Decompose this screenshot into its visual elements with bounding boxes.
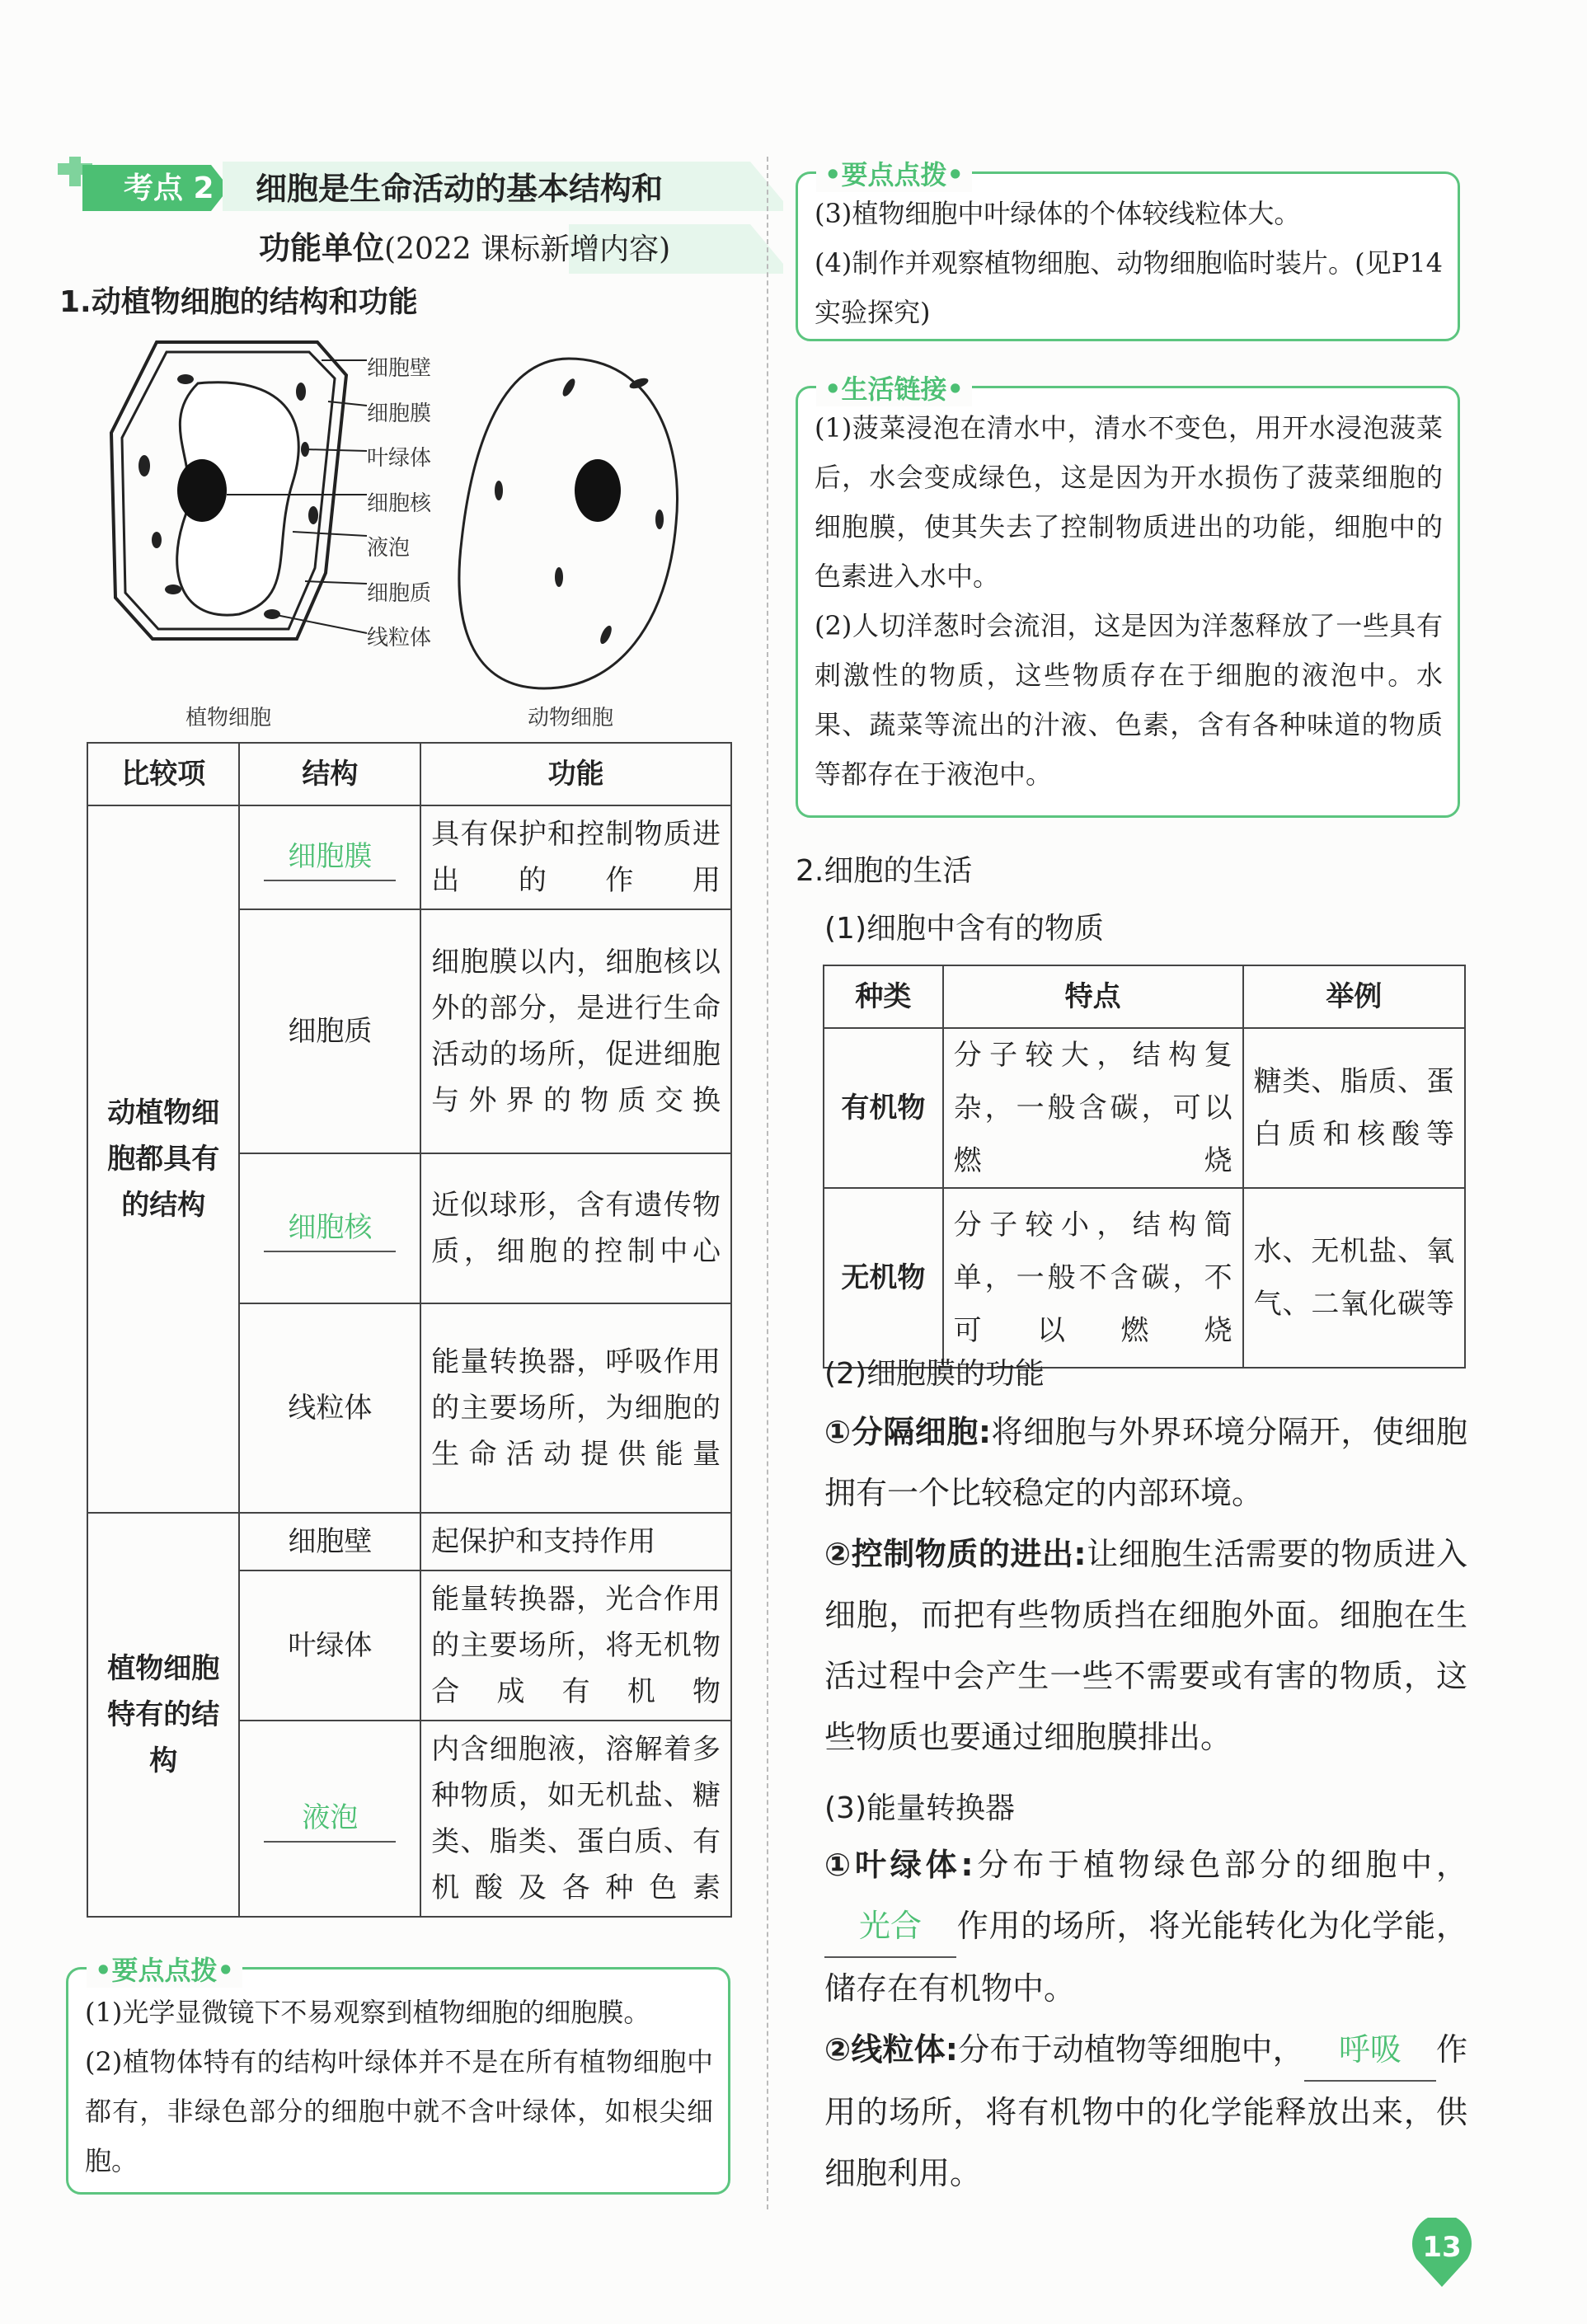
table-row: 细胞壁 (239, 1513, 420, 1570)
energy-converter-text (824, 1834, 1467, 2204)
paragraph: ①叶绿体:分布于植物绿色部分的细胞中，光合 作用的场所，将光能转化为化学能，储存在有机物中。 (824, 1847, 1467, 2007)
tips-title: •要点点拨• (87, 1950, 242, 1988)
page-title-line2: 功能单位(2022 课标新增内容) (259, 230, 671, 266)
animal-cell-caption: 动物细胞 (528, 706, 614, 730)
group-plant-only: 植物细胞特有的结构 (87, 1513, 239, 1917)
answer-blank: 光合 (824, 1895, 956, 1958)
section2-heading: 2.细胞的生活 (796, 854, 973, 888)
function-cell: 起保护和支持作用 (420, 1513, 731, 1570)
col-header-structure: 结构 (239, 743, 420, 805)
paragraph: ②控制物质的进出:让细胞生活需要的物质进入细胞，而把有些物质挡在细胞外面。细胞在生活过程中会产生一些不需要或有害的物质，这些物质也要通过细胞膜排出。 (824, 1536, 1467, 1755)
example-cell: 糖类、脂质、蛋白质和核酸等 (1243, 1028, 1465, 1188)
table-row (239, 1721, 420, 1917)
col-header-feature: 特点 (943, 965, 1243, 1028)
page-title-line1: 细胞是生命活动的基本结构和 (256, 171, 664, 207)
plant-cell-caption: 植物细胞 (185, 706, 272, 730)
table-row (239, 1153, 420, 1303)
table-row: 线粒体 (239, 1303, 420, 1513)
label-cytoplasm: 细胞质 (367, 580, 432, 606)
table-row: 细胞质 (239, 909, 420, 1153)
cell-structure-table (87, 742, 732, 1918)
cell-labels (367, 346, 431, 661)
label-nucleus: 细胞核 (367, 491, 432, 516)
sub1-heading: (1)细胞中含有的物质 (824, 912, 1104, 946)
sub3-heading: (3)能量转换器 (824, 1791, 1015, 1825)
tips-title: •要点点拨• (816, 154, 972, 192)
example-cell: 水、无机盐、氧气、二氧化碳等 (1243, 1188, 1465, 1368)
page-number: 13 (1422, 2231, 1462, 2264)
paragraph: ②线粒体:分布于动植物等细胞中， 呼吸 作用的场所，将有机物中的化学能释放出来，供细胞利用。 (824, 2019, 1467, 2204)
tip-item: (1)光学显微镜下不易观察到植物细胞的细胞膜。 (85, 1997, 650, 2028)
paragraph: ①分隔细胞:将细胞与外界环境分隔开，使细胞拥有一个比较稳定的内部环境。 (824, 1414, 1467, 1511)
function-cell: 能量转换器，光合作用的主要场所，将无机物合成有机物 (420, 1570, 731, 1721)
column-divider (767, 157, 768, 2209)
life-link-title: •生活链接• (816, 369, 972, 406)
topic-badge-label: 考点 2 (124, 171, 214, 205)
kind-inorganic: 无机物 (824, 1188, 943, 1368)
tip-item: (3)植物细胞中叶绿体的个体较线粒体大。 (815, 198, 1301, 229)
label-vacuole: 液泡 (367, 536, 411, 561)
tips-box-left (66, 1955, 730, 2195)
tip-item: (2)植物体特有的结构叶绿体并不是在所有植物细胞中都有，非绿色部分的细胞中就不含叶绿体，如根尖细胞。 (85, 2046, 713, 2176)
life-link-item: (1)菠菜浸泡在清水中，清水不变色，用开水浸泡菠菜后，水会变成绿色，这是因为开水损伤了菠菜细胞的细胞膜，使其失去了控制物质进出的功能，细胞中的色素进入水中。 (815, 412, 1443, 592)
tip-item: (4)制作并观察植物细胞、动物细胞临时装片。(见P14 实验探究) (815, 247, 1443, 328)
life-link-box (796, 373, 1460, 818)
answer-blank: 液泡 (264, 1795, 396, 1843)
col-header-kind: 种类 (824, 965, 943, 1028)
answer-blank: 呼吸 (1304, 2019, 1436, 2082)
substances-table (823, 965, 1466, 1369)
function-cell: 近似球形，含有遗传物质，细胞的控制中心 (420, 1153, 731, 1303)
life-link-item: (2)人切洋葱时会流泪，这是因为洋葱释放了一些具有刺激性的物质，这些物质存在于细胞的液泡中。水果、蔬菜等流出的汁液、色素，含有各种味道的物质等都存在于液泡中。 (815, 610, 1443, 790)
col-header-compare: 比较项 (87, 743, 239, 805)
col-header-example: 举例 (1243, 965, 1465, 1028)
kind-organic: 有机物 (824, 1028, 943, 1188)
label-cell-wall: 细胞壁 (367, 356, 432, 381)
tips-box-right (796, 159, 1460, 341)
feature-cell: 分子较小，结构简单，一般不含碳，不可以燃烧 (943, 1188, 1243, 1368)
answer-blank: 细胞核 (264, 1204, 396, 1252)
table-row (239, 805, 420, 909)
sub2-heading: (2)细胞膜的功能 (824, 1357, 1045, 1391)
table-row: 叶绿体 (239, 1570, 420, 1721)
function-cell: 细胞膜以内，细胞核以外的部分，是进行生命活动的场所，促进细胞与外界的物质交换 (420, 909, 731, 1153)
group-common: 动植物细胞都具有的结构 (87, 805, 239, 1513)
label-chloroplast: 叶绿体 (367, 446, 432, 471)
function-cell: 内含细胞液，溶解着多种物质，如无机盐、糖类、脂类、蛋白质、有机酸及各种色素 (420, 1721, 731, 1917)
feature-cell: 分子较大，结构复杂，一般含碳，可以燃烧 (943, 1028, 1243, 1188)
function-cell: 能量转换器，呼吸作用的主要场所，为细胞的生命活动提供能量 (420, 1303, 731, 1513)
answer-blank: 细胞膜 (264, 833, 396, 881)
label-cell-membrane: 细胞膜 (367, 401, 432, 426)
topic-header (58, 157, 734, 264)
label-mitochondria: 线粒体 (367, 626, 432, 650)
col-header-function: 功能 (420, 743, 731, 805)
function-cell: 具有保护和控制物质进出的作用 (420, 805, 731, 909)
section1-heading: 1.动植物细胞的结构和功能 (59, 285, 418, 319)
membrane-function-text (824, 1401, 1467, 1768)
